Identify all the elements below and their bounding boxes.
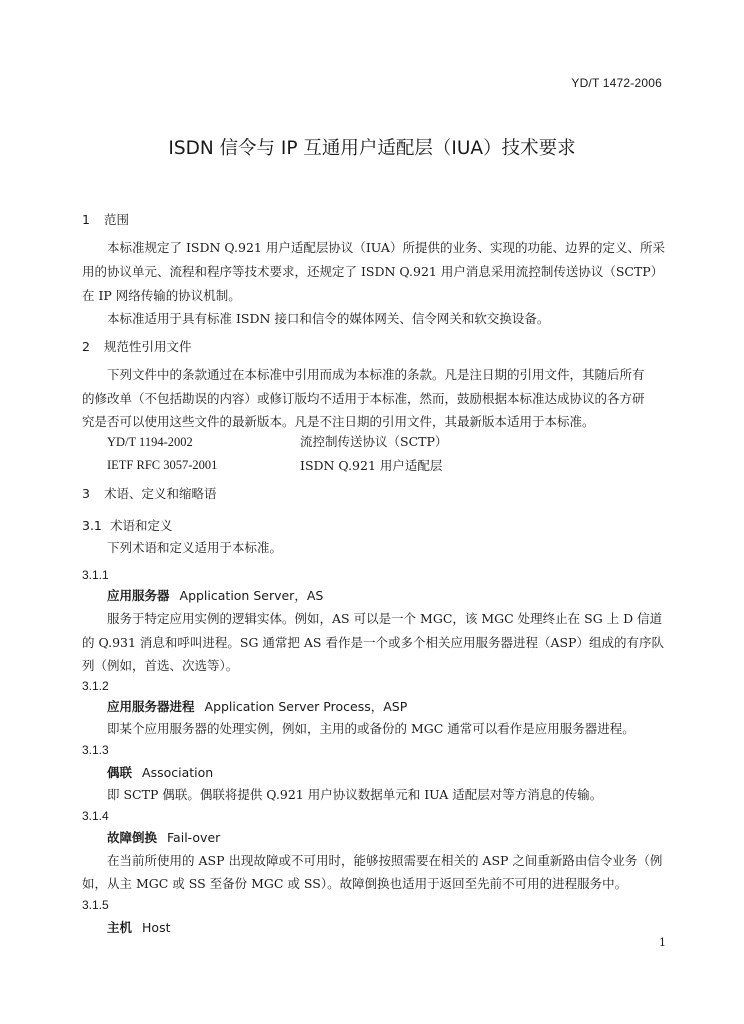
reference-code: IETF RFC 3057-2001: [107, 458, 218, 472]
term-chinese: 应用服务器: [107, 588, 170, 603]
section-number: 3: [82, 486, 90, 501]
term-definition-line: 如，从主 MGC 或 SS 至备份 MGC 或 SS）。故障倒换也适用于返回至先前不可用的进程服务中。: [82, 876, 628, 891]
term-english: Association: [142, 765, 214, 780]
page-number: 1: [659, 936, 666, 949]
subsection-number: 3.1: [82, 518, 102, 533]
section-title: 范围: [104, 212, 130, 227]
section-2-paragraph-line: 下列文件中的条款通过在本标准中引用而成为本标准的条款。凡是注日期的引用文件，其随后所有: [107, 367, 645, 382]
term-definition-line: 在当前所使用的 ASP 出现故障或不可用时，能够按照需要在相关的 ASP 之间重新路由信令业务（例: [107, 853, 663, 868]
term-heading: [107, 697, 407, 715]
term-english: Application Server，AS: [179, 588, 324, 603]
clause-number: 3.1.1: [82, 568, 109, 582]
term-heading: [107, 586, 323, 604]
subsection-title: 术语和定义: [110, 518, 173, 533]
section-2-paragraph-line: 究是否可以使用这些文件的最新版本。凡是不注日期的引用文件，其最新版本适用于本标准。: [82, 414, 595, 429]
term-definition-line: 即某个应用服务器的处理实例，例如，主用的或备份的 MGC 通常可以看作是应用服务器进程。: [107, 721, 635, 736]
term-definition-line: 服务于特定应用实例的逻辑实体。例如，AS 可以是一个 MGC，该 MGC 处理终止在 SG 上 D 信道: [107, 611, 663, 626]
term-definition-line: 列（例如，首选、次选等）。: [82, 658, 239, 673]
term-heading: [107, 918, 170, 936]
clause-number: 3.1.3: [82, 743, 109, 757]
term-definition-line: 即 SCTP 偶联。偶联将提供 Q.921 用户协议数据单元和 IUA 适配层对等方消息的传输。: [107, 787, 603, 802]
reference-code: YD/T 1194-2002: [107, 435, 193, 449]
term-english: Fail-over: [167, 830, 221, 845]
term-definition-line: 的 Q.931 消息和呼叫进程。SG 通常把 AS 看作是一个或多个相关应用服务器进程（ASP）组成的有序队: [82, 635, 664, 650]
clause-number: 3.1.4: [82, 809, 109, 823]
section-1-paragraph-line: 本标准规定了 ISDN Q.921 用户适配层协议（IUA）所提供的业务、实现的功能、边界的定义、所采: [107, 240, 665, 255]
term-heading: [107, 763, 213, 781]
section-number: 1: [82, 212, 90, 227]
section-1-paragraph-line: 在 IP 网络传输的协议机制。: [82, 288, 241, 303]
section-1-scope-paragraph: 本标准适用于具有标准 ISDN 接口和信令的媒体网关、信令网关和软交换设备。: [107, 311, 550, 326]
term-chinese: 故障倒换: [107, 830, 158, 845]
section-number: 2: [82, 339, 90, 354]
section-title: 术语、定义和缩略语: [104, 486, 217, 501]
term-english: Host: [142, 920, 171, 935]
clause-number: 3.1.2: [82, 679, 109, 693]
document-title: ISDN 信令与 IP 互通用户适配层（IUA）技术要求: [168, 138, 576, 159]
term-chinese: 应用服务器进程: [107, 699, 195, 714]
standard-code: YD/T 1472-2006: [571, 76, 662, 90]
section-1-heading: [82, 210, 129, 228]
section-1-paragraph-line: 用的协议单元、流程和程序等技术要求，还规定了 ISDN Q.921 用户消息采用流控制传送协议（SCTP）: [82, 264, 664, 279]
term-chinese: 主机: [107, 920, 133, 935]
term-chinese: 偶联: [107, 765, 133, 780]
section-title: 规范性引用文件: [104, 339, 192, 354]
section-3-heading: [82, 484, 217, 502]
subsection-3-1-heading: [82, 516, 173, 534]
reference-title: 流控制传送协议（SCTP）: [300, 434, 448, 449]
term-heading: [107, 828, 220, 846]
section-2-paragraph-line: 的修改单（不包括勘误的内容）或修订版均不适用于本标准，然而，鼓励根据本标准达成协议的各方研: [82, 391, 645, 406]
section-2-heading: [82, 337, 192, 355]
subsection-intro: 下列术语和定义适用于本标准。: [107, 540, 283, 555]
term-english: Application Server Process，ASP: [204, 699, 408, 714]
reference-title: ISDN Q.921 用户适配层: [300, 458, 443, 473]
clause-number: 3.1.5: [82, 898, 109, 912]
